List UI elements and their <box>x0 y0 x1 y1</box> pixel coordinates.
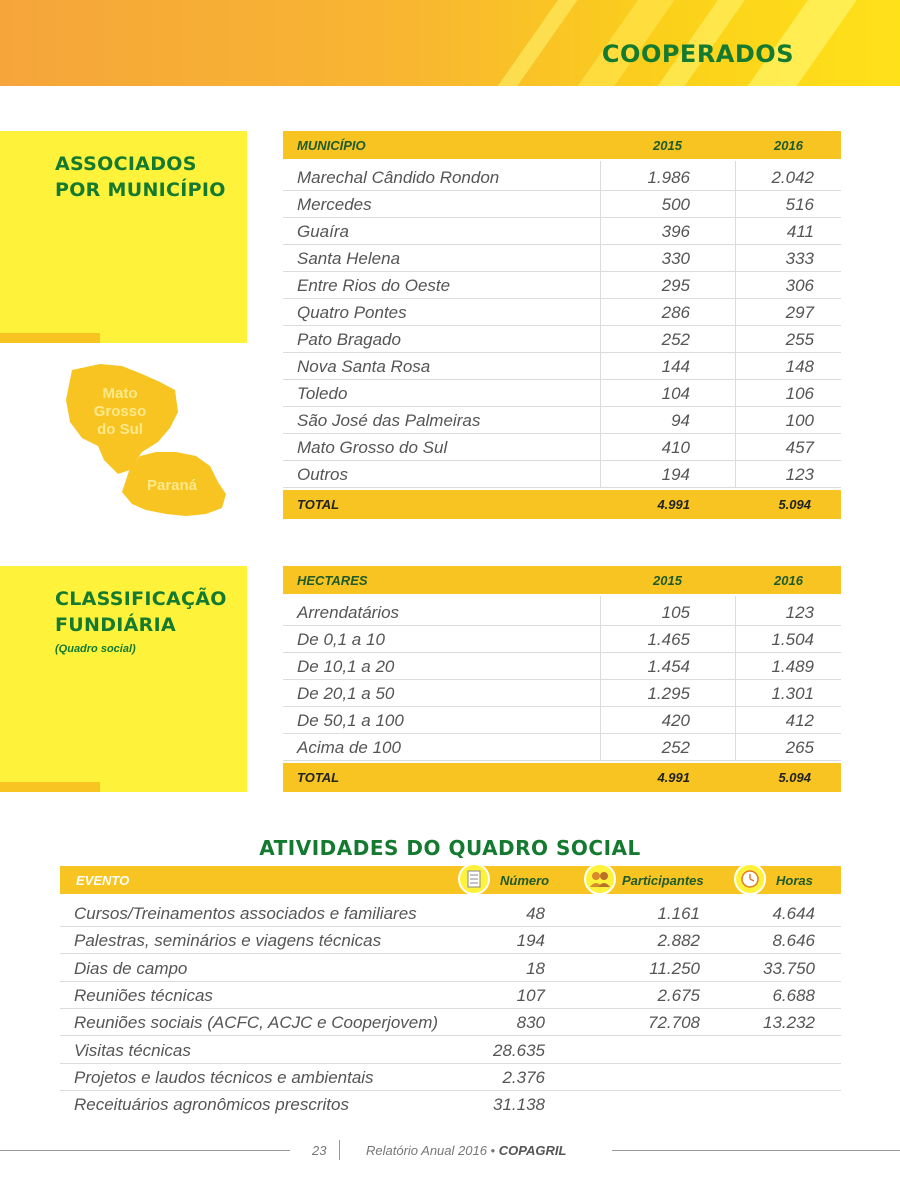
cell-2016: 255 <box>785 330 814 349</box>
cell-label: Mato Grosso do Sul <box>297 438 448 457</box>
table-row <box>283 407 841 434</box>
header-hectares: HECTARES <box>297 573 368 588</box>
cell-2016: 1.489 <box>771 657 814 676</box>
cell-2016: 106 <box>785 384 814 403</box>
activity-name: Dias de campo <box>74 958 188 978</box>
column-divider <box>600 161 601 488</box>
cell-2016: 412 <box>785 711 814 730</box>
cell-2015: 330 <box>661 249 690 268</box>
cell-2015: 252 <box>661 738 690 757</box>
cell-2015: 144 <box>661 357 690 376</box>
total-label: TOTAL <box>297 770 340 785</box>
cell-label: Nova Santa Rosa <box>297 357 431 376</box>
table-row <box>283 299 841 326</box>
header-numero: Número <box>500 873 550 888</box>
activity-name: Receituários agronômicos prescritos <box>74 1095 349 1115</box>
panel-accent <box>0 782 100 792</box>
cell-2016: 1.504 <box>771 630 814 649</box>
cell-label: De 50,1 a 100 <box>297 711 404 730</box>
cell-2015: 1.465 <box>647 630 690 649</box>
footer-separator <box>339 1140 340 1160</box>
activity-row <box>60 1064 841 1091</box>
map-label-line: Grosso <box>93 403 147 420</box>
cell-2016: 516 <box>785 195 814 214</box>
activity-numero: 28.635 <box>493 1040 545 1060</box>
table-row <box>283 380 841 407</box>
section-header-title: COOPERADOS <box>601 40 794 68</box>
header-municipio: MUNICÍPIO <box>297 138 366 153</box>
panel-title-line: POR MUNICÍPIO <box>55 179 226 201</box>
activity-row <box>60 1091 841 1118</box>
cell-2015: 94 <box>671 411 690 430</box>
activity-horas: 4.644 <box>772 904 815 923</box>
header-2015: 2015 <box>653 138 682 153</box>
cell-2016: 306 <box>785 276 814 295</box>
table-row <box>283 326 841 353</box>
cell-label: Acima de 100 <box>297 738 401 757</box>
activity-horas: 8.646 <box>772 931 815 951</box>
cell-label: Santa Helena <box>297 249 401 268</box>
panel-accent <box>0 333 100 343</box>
activity-row <box>60 1009 841 1036</box>
checklist-icon <box>458 863 490 895</box>
activity-numero: 107 <box>516 985 545 1005</box>
panel-subtitle: (Quadro social) <box>55 643 136 655</box>
footer-rule-right <box>612 1150 900 1151</box>
report-name <box>366 1143 566 1158</box>
activities-table <box>60 866 841 1116</box>
cell-2016: 100 <box>785 411 814 430</box>
column-divider <box>600 596 601 761</box>
cell-label: De 10,1 a 20 <box>297 657 395 676</box>
panel-title-line: CLASSIFICAÇÃO <box>55 588 227 610</box>
cell-2015: 500 <box>661 195 690 214</box>
map-label-line: Mato <box>102 385 138 402</box>
table-row <box>283 353 841 380</box>
cell-2015: 420 <box>661 711 690 730</box>
table-row <box>283 461 841 488</box>
cell-2016: 333 <box>785 249 814 268</box>
cell-2016: 123 <box>785 603 814 622</box>
activity-participantes: 1.161 <box>657 904 700 923</box>
activity-row <box>60 955 841 982</box>
activities-title: ATIVIDADES DO QUADRO SOCIAL <box>259 836 641 860</box>
cell-label: Marechal Cândido Rondon <box>297 168 500 187</box>
activity-numero: 830 <box>516 1013 545 1033</box>
activity-horas: 6.688 <box>772 985 815 1005</box>
activity-numero: 48 <box>526 904 545 923</box>
cell-2015: 104 <box>661 384 690 403</box>
clock-icon <box>734 863 766 895</box>
header-2016: 2016 <box>774 138 803 153</box>
activity-row <box>60 900 841 927</box>
activity-name: Projetos e laudos técnicos e ambientais <box>74 1067 374 1087</box>
cell-label: Entre Rios do Oeste <box>297 276 451 295</box>
activity-name: Reuniões sociais (ACFC, ACJC e Cooperjovem) <box>74 1013 439 1033</box>
table-row <box>283 272 841 299</box>
header-2016: 2016 <box>774 573 803 588</box>
table-row <box>283 164 841 191</box>
header-horas: Horas <box>776 873 813 888</box>
header-evento: EVENTO <box>76 873 130 888</box>
column-divider <box>735 161 736 488</box>
activity-name: Cursos/Treinamentos associados e familiares <box>74 904 417 923</box>
table-row <box>283 734 841 761</box>
classificacao-table <box>283 566 841 794</box>
cell-label: Mercedes <box>297 195 372 214</box>
header-2015: 2015 <box>653 573 682 588</box>
cell-2015: 410 <box>661 438 690 457</box>
cell-label: Outros <box>297 465 349 484</box>
table-row <box>283 245 841 272</box>
panel-title <box>55 586 227 638</box>
cell-2015: 1.986 <box>647 168 690 187</box>
cell-2015: 295 <box>661 276 690 295</box>
cell-2015: 286 <box>661 303 690 322</box>
panel-title <box>55 151 226 203</box>
cell-label: São José das Palmeiras <box>297 411 481 430</box>
cell-2015: 194 <box>661 465 690 484</box>
page-header <box>0 0 900 86</box>
activity-row <box>60 1037 841 1064</box>
activity-row <box>60 927 841 954</box>
cell-2015: 1.295 <box>647 684 690 703</box>
classificacao-panel <box>0 566 247 792</box>
cell-2016: 457 <box>785 438 814 457</box>
table-row <box>283 434 841 461</box>
cell-2015: 252 <box>661 330 690 349</box>
map-label-ms <box>80 385 160 439</box>
table-row <box>283 599 841 626</box>
activity-numero: 2.376 <box>502 1067 545 1087</box>
total-2015: 4.991 <box>657 770 690 785</box>
column-divider <box>735 596 736 761</box>
activity-name: Visitas técnicas <box>74 1040 191 1060</box>
cell-label: Guaíra <box>297 222 349 241</box>
table-header <box>283 131 841 159</box>
associados-table <box>283 131 841 521</box>
activity-name: Reuniões técnicas <box>74 985 213 1005</box>
activity-numero: 31.138 <box>493 1095 545 1115</box>
cell-2016: 1.301 <box>771 684 814 703</box>
table-row <box>283 680 841 707</box>
map-label-line: do Sul <box>97 421 143 438</box>
cell-2016: 123 <box>785 465 814 484</box>
people-icon <box>584 863 616 895</box>
cell-2016: 411 <box>786 222 814 241</box>
total-label: TOTAL <box>297 497 340 512</box>
table-row <box>283 653 841 680</box>
panel-title-line: FUNDIÁRIA <box>55 614 176 636</box>
activity-row <box>60 982 841 1009</box>
cell-2015: 1.454 <box>647 657 690 676</box>
table-row <box>283 191 841 218</box>
footer-rule-left <box>0 1150 290 1151</box>
cell-label: Quatro Pontes <box>297 303 407 322</box>
cell-2016: 297 <box>785 303 814 322</box>
table-total-row <box>283 763 841 792</box>
cell-2015: 396 <box>661 222 690 241</box>
activity-participantes: 72.708 <box>648 1013 700 1033</box>
header-participantes: Participantes <box>622 873 704 888</box>
map-label-pr: Paraná <box>146 477 198 494</box>
activity-numero: 18 <box>526 958 545 978</box>
activity-numero: 194 <box>516 931 545 951</box>
cell-label: De 20,1 a 50 <box>297 684 395 703</box>
activity-horas: 33.750 <box>763 958 815 978</box>
cell-2016: 265 <box>785 738 814 757</box>
cell-2016: 2.042 <box>771 168 814 187</box>
cell-label: Pato Bragado <box>297 330 401 349</box>
associados-panel <box>0 131 247 343</box>
table-row <box>283 626 841 653</box>
page-number: 23 <box>312 1143 327 1158</box>
region-map <box>60 360 235 525</box>
table-row <box>283 218 841 245</box>
brand-name: COPAGRIL <box>498 1143 567 1158</box>
total-2016: 5.094 <box>778 497 811 512</box>
cell-label: Toledo <box>297 384 348 403</box>
activity-horas: 13.232 <box>763 1013 815 1033</box>
activity-participantes: 2.882 <box>657 931 700 951</box>
activity-name: Palestras, seminários e viagens técnicas <box>74 931 382 951</box>
activity-participantes: 11.250 <box>649 958 700 978</box>
table-total-row <box>283 490 841 519</box>
cell-2015: 105 <box>661 603 690 622</box>
cell-2016: 148 <box>785 357 814 376</box>
total-2016: 5.094 <box>778 770 811 785</box>
report-title: Relatório Anual 2016 • <box>366 1143 496 1158</box>
activity-participantes: 2.675 <box>657 985 700 1005</box>
table-row <box>283 707 841 734</box>
cell-label: De 0,1 a 10 <box>297 630 385 649</box>
table-header <box>283 566 841 594</box>
table-header <box>60 866 841 894</box>
panel-title-line: ASSOCIADOS <box>55 153 197 175</box>
total-2015: 4.991 <box>657 497 690 512</box>
cell-label: Arrendatários <box>297 603 400 622</box>
